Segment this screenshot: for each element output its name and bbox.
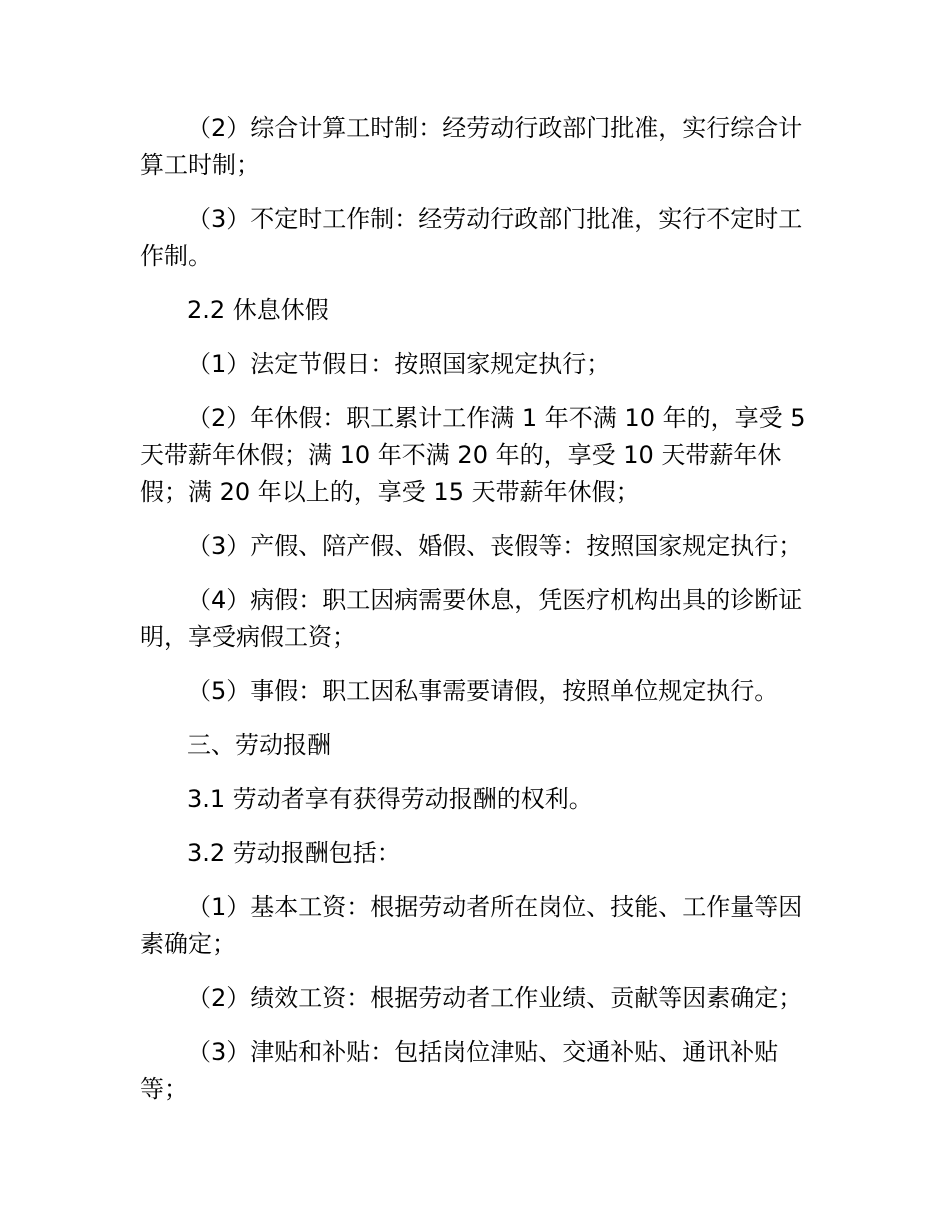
paragraph-basic-salary: （1）基本工资：根据劳动者所在岗位、技能、工作量等因素确定； (140, 893, 803, 958)
paragraph-performance-salary: （2）绩效工资：根据劳动者工作业绩、贡献等因素确定； (187, 984, 803, 1012)
paragraph-comprehensive-hours: （2）综合计算工时制：经劳动行政部门批准，实行综合计算工时制； (140, 114, 803, 179)
paragraph-personal-leave: （5）事假：职工因私事需要请假，按照单位规定执行。 (187, 677, 779, 705)
document-body (140, 110, 814, 1125)
paragraph-flexible-hours: （3）不定时工作制：经劳动行政部门批准，实行不定时工作制。 (140, 205, 803, 270)
paragraph-allowances: （3）津贴和补贴：包括岗位津贴、交通补贴、通讯补贴等； (140, 1038, 779, 1103)
paragraph-remuneration-right: 3.1 劳动者享有获得劳动报酬的权利。 (187, 785, 593, 813)
section-heading-rest-leave: 2.2 休息休假 (187, 296, 329, 324)
paragraph-sick-leave: （4）病假：职工因病需要休息，凭医疗机构出具的诊断证明，享受病假工资； (140, 586, 803, 651)
chapter-heading-remuneration: 三、劳动报酬 (187, 731, 331, 759)
paragraph-annual-leave: （2）年休假：职工累计工作满 1 年不满 10 年的，享受 5 天带薪年休假；满 10 年不满 20 年的，享受 10 天带薪年休假；满 20 年以上的，享受 15 天带薪年休假； (140, 404, 814, 506)
paragraph-remuneration-includes: 3.2 劳动报酬包括： (187, 839, 401, 867)
paragraph-maternity-leave: （3）产假、陪产假、婚假、丧假等：按照国家规定执行； (187, 532, 803, 560)
paragraph-statutory-holidays: （1）法定节假日：按照国家规定执行； (187, 350, 611, 378)
